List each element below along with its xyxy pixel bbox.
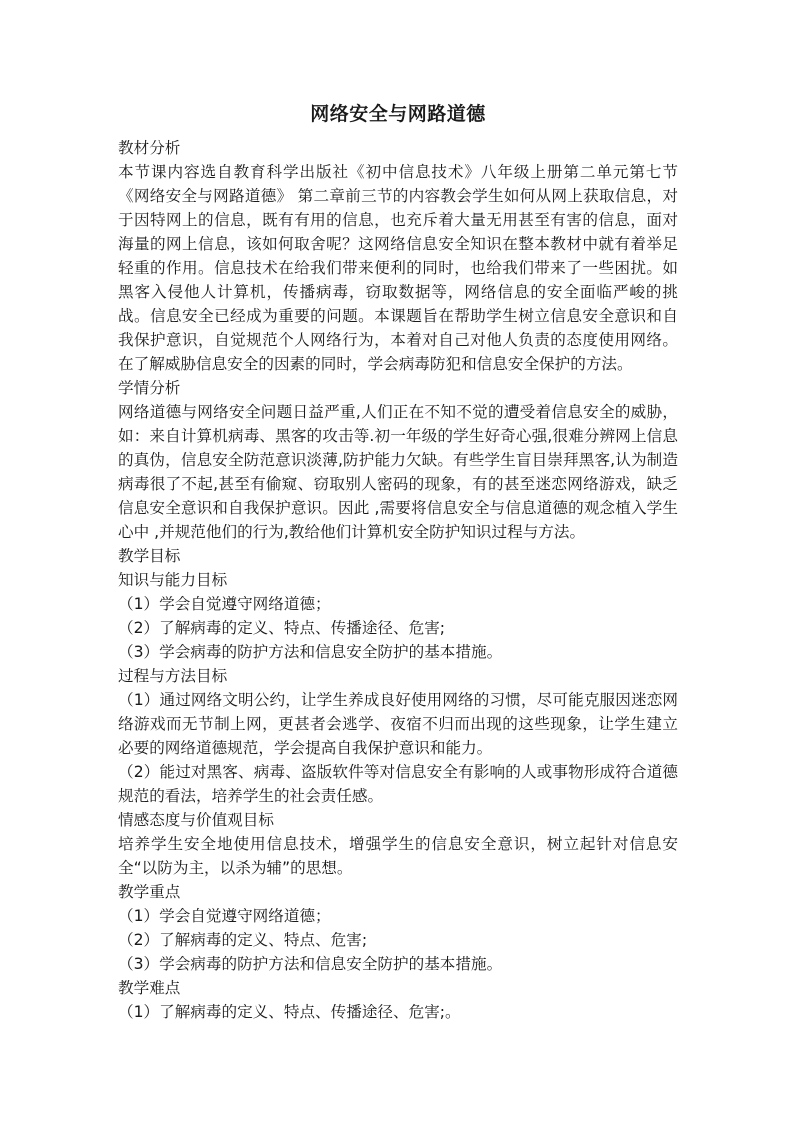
section-heading-key-points: 教学重点 xyxy=(118,883,181,901)
key-point-item-1: （1）学会自觉遵守网络道德； xyxy=(118,907,331,925)
section-heading-attitude-goals: 情感态度与价值观目标 xyxy=(118,811,274,829)
section-heading-process-goals: 过程与方法目标 xyxy=(118,667,228,685)
process-goal-item-1: （1）通过网络文明公约，让学生养成良好使用网络的习惯，尽可能克服因迷恋网络游戏而无节制上网，更甚者会逃学、夜宿不归而出现的这些现象，让学生建立必要的网络道德规范，学会提高自我保护意识和能力。 xyxy=(118,691,678,757)
textbook-analysis-paragraph: 本节课内容选自教育科学出版社《初中信息技术》八年级上册第二单元第七节《网络安全与网路道德》 第二章前三节的内容教会学生如何从网上获取信息，对于因特网上的信息，既有有用的信息，也充斥着大量无用甚至有害的信息，面对海量的网上信息，该如何取舍呢？这网络信息安全知识在整本教材中就有着举足轻重的作用。信息技术在给我们带来便利的同时，也给我们带来了一些困扰。如黑客入侵他人计算机，传播病毒，窃取数据等，网络信息的安全面临严峻的挑战。信息安全已经成为重要的问题。本课题旨在帮助学生树立信息安全意识和自我保护意识，自觉规范个人网络行为，本着对自己对他人负责的态度使用网络。在了解威胁信息安全的因素的同时，学会病毒防犯和信息安全保护的方法。 xyxy=(118,163,678,373)
document-title: 网络安全与网路道德 xyxy=(310,103,486,125)
key-point-item-3: （3）学会病毒的防护方法和信息安全防护的基本措施。 xyxy=(118,955,503,973)
process-goal-item-2: （2）能过对黑客、病毒、盗版软件等对信息安全有影响的人或事物形成符合道德规范的看法，培养学生的社会责任感。 xyxy=(118,763,678,805)
attitude-goal-paragraph: 培养学生安全地使用信息技术，增强学生的信息安全意识，树立起针对信息安全“以防为主，以杀为辅”的思想。 xyxy=(118,835,678,877)
section-heading-difficult-points: 教学难点 xyxy=(118,979,181,997)
knowledge-goal-item-2: （2）了解病毒的定义、特点、传播途径、危害; xyxy=(118,619,446,637)
difficult-point-item-1: （1）了解病毒的定义、特点、传播途径、危害;。 xyxy=(118,1003,461,1021)
knowledge-goal-item-1: （1）学会自觉遵守网络道德； xyxy=(118,595,331,613)
key-point-item-2: （2）了解病毒的定义、特点、危害; xyxy=(118,931,368,949)
document-page xyxy=(118,100,678,1024)
knowledge-goal-item-3: （3）学会病毒的防护方法和信息安全防护的基本措施。 xyxy=(118,643,503,661)
section-heading-student-analysis: 学情分析 xyxy=(118,379,181,397)
section-heading-knowledge-goals: 知识与能力目标 xyxy=(118,571,228,589)
section-heading-teaching-goals: 教学目标 xyxy=(118,547,181,565)
student-analysis-paragraph: 网络道德与网络安全问题日益严重,人们正在不知不觉的遭受着信息安全的威胁，如：来自计算机病毒、黑客的攻击等.初一年级的学生好奇心强,很难分辨网上信息的真伪，信息安全防范意识淡薄,防护能力欠缺。有些学生盲目崇拜黑客,认为制造病毒很了不起,甚至有偷窥、窃取别人密码的现象，有的甚至迷恋网络游戏，缺乏信息安全意识和自我保护意识。因此 ,需要将信息安全与信息道德的观念植入学生心中 ,并规范他们的行为,教给他们计算机安全防护知识过程与方法。 xyxy=(118,403,678,541)
section-heading-textbook-analysis: 教材分析 xyxy=(118,139,181,157)
